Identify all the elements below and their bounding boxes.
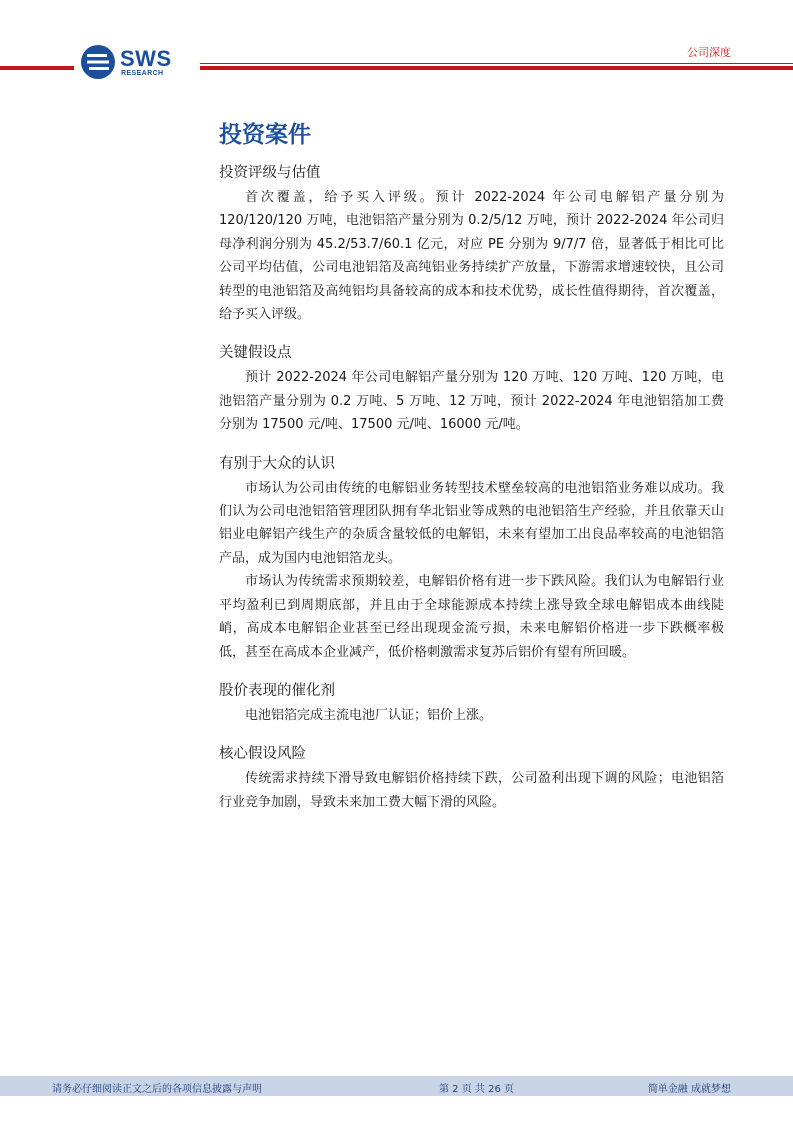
header-rule-thin xyxy=(200,63,793,64)
document-type: 公司深度 xyxy=(687,46,731,59)
page-title: 投资案件 xyxy=(219,122,311,148)
section-paragraph: 传统需求持续下滑导致电解铝价格持续下跌，公司盈利出现下调的风险；电池铝箔行业竞争加剧，导致未来加工费大幅下滑的风险。 xyxy=(219,771,724,810)
section-differentiated-view xyxy=(219,451,724,664)
footer-disclaimer: 请务必仔细阅读正文之后的各项信息披露与声明 xyxy=(52,1084,262,1095)
section-catalysts xyxy=(219,678,724,727)
footer-page-number: 第 2 页 共 26 页 xyxy=(439,1084,514,1095)
section-rating xyxy=(219,160,724,326)
header-rule xyxy=(0,62,793,74)
section-heading: 投资评级与估值 xyxy=(219,165,321,181)
section-heading: 核心假设风险 xyxy=(219,746,306,763)
header-rule-right xyxy=(200,66,793,70)
section-heading: 股价表现的催化剂 xyxy=(219,682,335,699)
section-paragraph: 市场认为传统需求预期较差，电解铝价格有进一步下跌风险。我们认为电解铝行业平均盈利已到周期底部，并且由于全球能源成本持续上涨导致全球电解铝成本曲线陡峭，高成本电解铝企业甚至已经出现现金流亏损，未来电解铝价格进一步下跌概率极低，甚至在高成本企业减产，低价格刺激需求复苏后铝价有望有所回暖。 xyxy=(219,574,724,660)
section-heading: 关键假设点 xyxy=(219,345,292,362)
section-paragraph: 市场认为公司由传统的电解铝业务转型技术壁垒较高的电池铝箔业务难以成功。我们认为公司电池铝箔管理团队拥有华北铝业等成熟的电池铝箔生产经验，并且依靠天山铝业电解铝产线生产的杂质含量较低的电解铝，未来有望加工出良品率较高的电池铝箔产品，成为国内电池铝箔龙头。 xyxy=(219,480,724,566)
section-paragraph: 首次覆盖，给予买入评级。预计 2022-2024 年公司电解铝产量分别为 120/120/120 万吨，电池铝箔产量分别为 0.2/5/12 万吨，预计 2022-2024 年公司归母净利润分别为 45.2/53.7/60.1 亿元，对应 PE 分别为 9/7/7 倍，显著低于相比可比公司平均估值，公司电池铝箔及高纯铝业务持续扩产放量，下游需求增速较快，且公司转型的电池铝箔及高纯铝均具备较高的成本和技术优势，成长性值得期待，首次覆盖，给予买入评级。 xyxy=(219,190,724,323)
footer-slogan: 简单金融 成就梦想 xyxy=(647,1084,731,1095)
section-assumptions xyxy=(219,340,724,436)
section-paragraph: 电池铝箔完成主流电池厂认证；铝价上涨。 xyxy=(245,707,493,723)
logo-subtext: RESEARCH xyxy=(121,70,164,77)
section-paragraph: 预计 2022-2024 年公司电解铝产量分别为 120 万吨、120 万吨、120 万吨，电池铝箔产量分别为 0.2 万吨、5 万吨、12 万吨，预计 2022-2024 年电池铝箔加工费分别为 17500 元/吨、17500 元/吨、16000 元/吨。 xyxy=(219,370,724,433)
section-risks xyxy=(219,741,724,814)
main-content xyxy=(219,118,724,828)
section-heading: 有别于大众的认识 xyxy=(219,455,335,472)
header-rule-left xyxy=(0,66,74,70)
page-footer xyxy=(0,1076,793,1096)
logo-text: SWS xyxy=(120,46,172,71)
